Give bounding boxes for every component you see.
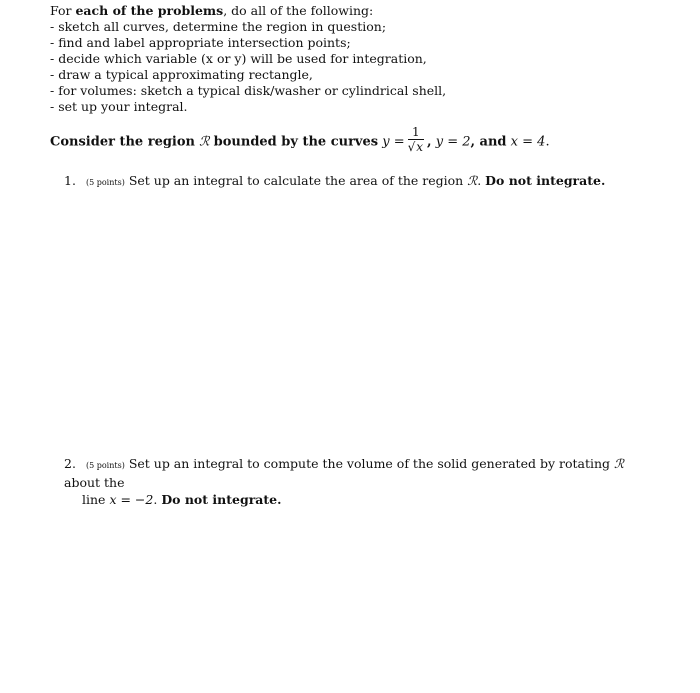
problem-continuation <box>64 491 644 508</box>
consider-mid: bounded by the curves <box>213 134 379 150</box>
problem-points: (5 points) <box>85 178 125 187</box>
do-not-integrate: Do not integrate. <box>485 173 606 188</box>
problem-text-2: about the <box>64 475 125 490</box>
lead-rest: , do all of the following: <box>223 3 374 18</box>
instructions-lead <box>50 3 446 19</box>
lead-bold: each of the problems <box>75 3 224 18</box>
region-statement <box>50 125 550 156</box>
problem-number: 2. <box>64 456 76 471</box>
region-symbol: ℛ <box>467 173 478 188</box>
do-not-integrate: Do not integrate. <box>161 492 282 507</box>
problem-text: Set up an integral to calculate the area of the region <box>128 173 464 188</box>
problem-number: 1. <box>64 173 76 188</box>
problem-period: . <box>153 492 158 507</box>
instruction-item: - sketch all curves, determine the region in question; <box>50 19 387 34</box>
consider-end: . <box>545 134 550 150</box>
instruction-item: - draw a typical approximating rectangle, <box>50 67 313 82</box>
region-symbol: ℛ <box>614 456 625 471</box>
instruction-item: - find and label appropriate intersection points; <box>50 35 351 50</box>
consider-start: Consider the region <box>50 134 195 150</box>
problem-1 <box>64 172 605 191</box>
sep2: , and <box>470 134 507 150</box>
instructions <box>50 3 446 115</box>
problem-period: . <box>477 173 482 188</box>
instruction-item: - for volumes: sketch a typical disk/washer or cylindrical shell, <box>50 83 447 98</box>
fraction-numerator: 1 <box>408 126 424 140</box>
curve1-fraction <box>408 126 424 154</box>
instruction-item: - set up your integral. <box>50 99 188 114</box>
curve1-lhs: y = <box>382 134 405 150</box>
lead-plain: For <box>50 3 76 18</box>
curve2: y = 2 <box>435 134 471 150</box>
line-word: line <box>82 492 106 507</box>
rotation-axis: x = −2 <box>109 492 154 507</box>
sep1: , <box>427 134 432 150</box>
sqrt-variable: x <box>416 140 424 154</box>
instruction-item: - decide which variable (x or y) will be used for integration, <box>50 51 427 66</box>
fraction-denominator: √x <box>407 140 424 154</box>
region-symbol: ℛ <box>199 134 210 150</box>
problem-points: (5 points) <box>85 461 125 470</box>
curve3: x = 4 <box>510 134 546 150</box>
problem-2 <box>64 455 644 508</box>
problem-text: Set up an integral to compute the volume of the solid generated by rotating <box>128 456 611 471</box>
